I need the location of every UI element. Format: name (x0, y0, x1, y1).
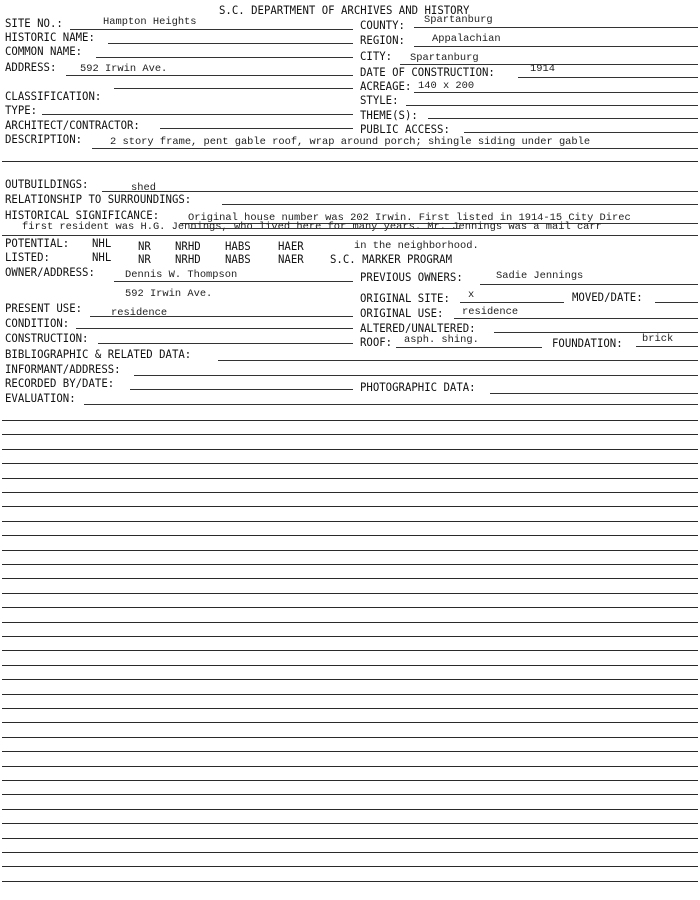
site-no-line (70, 29, 353, 30)
recorded-by-label: RECORDED BY/DATE: (5, 376, 115, 390)
county-label: COUNTY: (360, 18, 405, 32)
site-no-value: Hampton Heights (103, 16, 197, 28)
ruled-line (2, 866, 698, 867)
listed-code-nabs: NABS (225, 252, 251, 266)
date-construction-line (518, 77, 698, 78)
region-value: Appalachian (432, 33, 501, 45)
potential-code-nr: NR (138, 239, 151, 253)
potential-code-haer: HAER (278, 239, 304, 253)
listed-code-nhl: NHL (92, 250, 112, 264)
ruled-line (2, 550, 698, 551)
ruled-line (2, 636, 698, 637)
date-construction-value: 1914 (530, 63, 555, 75)
county-value: Spartanburg (424, 14, 493, 26)
significance-line-3: in the neighborhood. (354, 240, 479, 252)
date-construction-label: DATE OF CONSTRUCTION: (360, 65, 495, 79)
relationship-line (222, 204, 698, 205)
ruled-line (2, 535, 698, 536)
listed-label: LISTED: (5, 250, 50, 264)
moved-date-label: MOVED/DATE: (572, 290, 643, 304)
significance-strike (190, 228, 460, 229)
ruled-line (2, 780, 698, 781)
recorded-by-line (130, 389, 353, 390)
ruled-line (2, 521, 698, 522)
foundation-line (636, 346, 698, 347)
ruled-line (2, 434, 698, 435)
sc-marker-label: S.C. MARKER PROGRAM (330, 252, 453, 266)
ruled-line (2, 794, 698, 795)
acreage-value: 140 x 200 (418, 80, 475, 92)
present-use-value: residence (111, 307, 168, 319)
condition-label: CONDITION: (5, 316, 70, 330)
city-value: Spartanburg (410, 52, 479, 64)
original-use-line (454, 318, 698, 319)
ruled-line (2, 607, 698, 608)
theme-label: THEME(S): (360, 108, 418, 122)
classification-label: CLASSIFICATION: (5, 89, 102, 103)
description-line (92, 148, 698, 149)
ruled-line (2, 679, 698, 680)
roof-value: asph. shing. (404, 334, 479, 346)
original-use-label: ORIGINAL USE: (360, 306, 444, 320)
photographic-label: PHOTOGRAPHIC DATA: (360, 380, 476, 394)
moved-date-line (655, 302, 698, 303)
description-value: 2 story frame, pent gable roof, wrap around porch; shingle siding under gable (110, 136, 591, 148)
ruled-line (2, 622, 698, 623)
historic-name-label: HISTORIC NAME: (5, 30, 95, 44)
original-site-line (460, 302, 564, 303)
outbuildings-value: shed (131, 182, 156, 194)
construction-label: CONSTRUCTION: (5, 331, 89, 345)
ruled-line (2, 881, 698, 882)
previous-owners-label: PREVIOUS OWNERS: (360, 270, 463, 284)
previous-owners-line (480, 284, 698, 285)
ruled-line (2, 650, 698, 651)
common-name-line (96, 57, 353, 58)
roof-line (396, 347, 542, 348)
outbuildings-line (102, 191, 698, 192)
ruled-line (2, 578, 698, 579)
address-line (66, 75, 353, 76)
historical-significance-label: HISTORICAL SIGNIFICANCE: (5, 208, 160, 222)
significance-line-1: Original house number was 202 Irwin. First listed in 1914-15 City Direc (188, 212, 631, 224)
photographic-line (490, 393, 698, 394)
owner-address-label: OWNER/ADDRESS: (5, 265, 95, 279)
owner-underline-1 (114, 281, 353, 282)
form-title: S.C. DEPARTMENT OF ARCHIVES AND HISTORY (219, 3, 470, 17)
county-line (414, 27, 698, 28)
style-line (406, 105, 698, 106)
ruled-line (2, 809, 698, 810)
theme-line (428, 118, 698, 119)
ruled-line (2, 766, 698, 767)
region-line (414, 46, 698, 47)
evaluation-line (84, 404, 698, 405)
ruled-line (2, 564, 698, 565)
common-name-label: COMMON NAME: (5, 44, 83, 58)
address-label: ADDRESS: (5, 60, 57, 74)
architect-line (160, 128, 353, 129)
city-label: CITY: (360, 49, 393, 63)
present-use-label: PRESENT USE: (5, 301, 83, 315)
style-label: STYLE: (360, 93, 399, 107)
ruled-line (2, 463, 698, 464)
potential-code-nrhd: NRHD (175, 239, 201, 253)
ruled-line (2, 665, 698, 666)
listed-code-nrhd: NRHD (175, 252, 201, 266)
architect-label: ARCHITECT/CONTRACTOR: (5, 118, 140, 132)
ruled-line (2, 449, 698, 450)
public-access-line (464, 132, 698, 133)
type-line (42, 114, 353, 115)
owner-line-1: Dennis W. Thompson (125, 269, 238, 281)
ruled-line (2, 478, 698, 479)
bibliographic-label: BIBLIOGRAPHIC & RELATED DATA: (5, 347, 192, 361)
acreage-line (414, 92, 698, 93)
roof-label: ROOF: (360, 335, 393, 349)
region-label: REGION: (360, 33, 405, 47)
ruled-line (2, 492, 698, 493)
original-site-value: x (468, 289, 475, 301)
present-use-line (90, 316, 353, 317)
ruled-line (2, 708, 698, 709)
altered-label: ALTERED/UNALTERED: (360, 321, 476, 335)
public-access-label: PUBLIC ACCESS: (360, 122, 450, 136)
ruled-line (2, 506, 698, 507)
acreage-label: ACREAGE: (360, 79, 412, 93)
ruled-line (2, 823, 698, 824)
listed-code-naer: NAER (278, 252, 304, 266)
ruled-line (2, 722, 698, 723)
ruled-line (2, 751, 698, 752)
potential-code-nhl: NHL (92, 236, 112, 250)
address-value: 592 Irwin Ave. (80, 63, 168, 75)
description-label: DESCRIPTION: (5, 132, 83, 146)
foundation-label: FOUNDATION: (552, 336, 623, 350)
construction-line (98, 343, 353, 344)
outbuildings-label: OUTBUILDINGS: (5, 177, 89, 191)
ruled-line (2, 838, 698, 839)
ruled-line (2, 694, 698, 695)
potential-code-habs: HABS (225, 239, 251, 253)
historic-name-line (108, 43, 353, 44)
significance-line-2: first resident was H.G. Jennings, who lived here for many years. Mr. Jennings was a mail carr (22, 221, 602, 233)
ruled-line (2, 420, 698, 421)
description-line-2 (2, 161, 698, 162)
original-use-value: residence (462, 306, 519, 318)
condition-line (76, 328, 353, 329)
classification-line (114, 88, 353, 89)
type-label: TYPE: (5, 103, 38, 117)
previous-owners-value: Sadie Jennings (496, 270, 584, 282)
site-no-label: SITE NO.: (5, 16, 63, 30)
ruled-line (2, 852, 698, 853)
potential-label: POTENTIAL: (5, 236, 70, 250)
evaluation-label: EVALUATION: (5, 391, 76, 405)
foundation-value: brick (642, 333, 674, 345)
original-site-label: ORIGINAL SITE: (360, 291, 450, 305)
owner-line-2: 592 Irwin Ave. (125, 288, 213, 300)
listed-code-nr: NR (138, 252, 151, 266)
relationship-label: RELATIONSHIP TO SURROUNDINGS: (5, 192, 192, 206)
informant-line (134, 375, 698, 376)
ruled-line (2, 593, 698, 594)
informant-label: INFORMANT/ADDRESS: (5, 362, 121, 376)
ruled-line (2, 737, 698, 738)
bibliographic-line (218, 360, 698, 361)
